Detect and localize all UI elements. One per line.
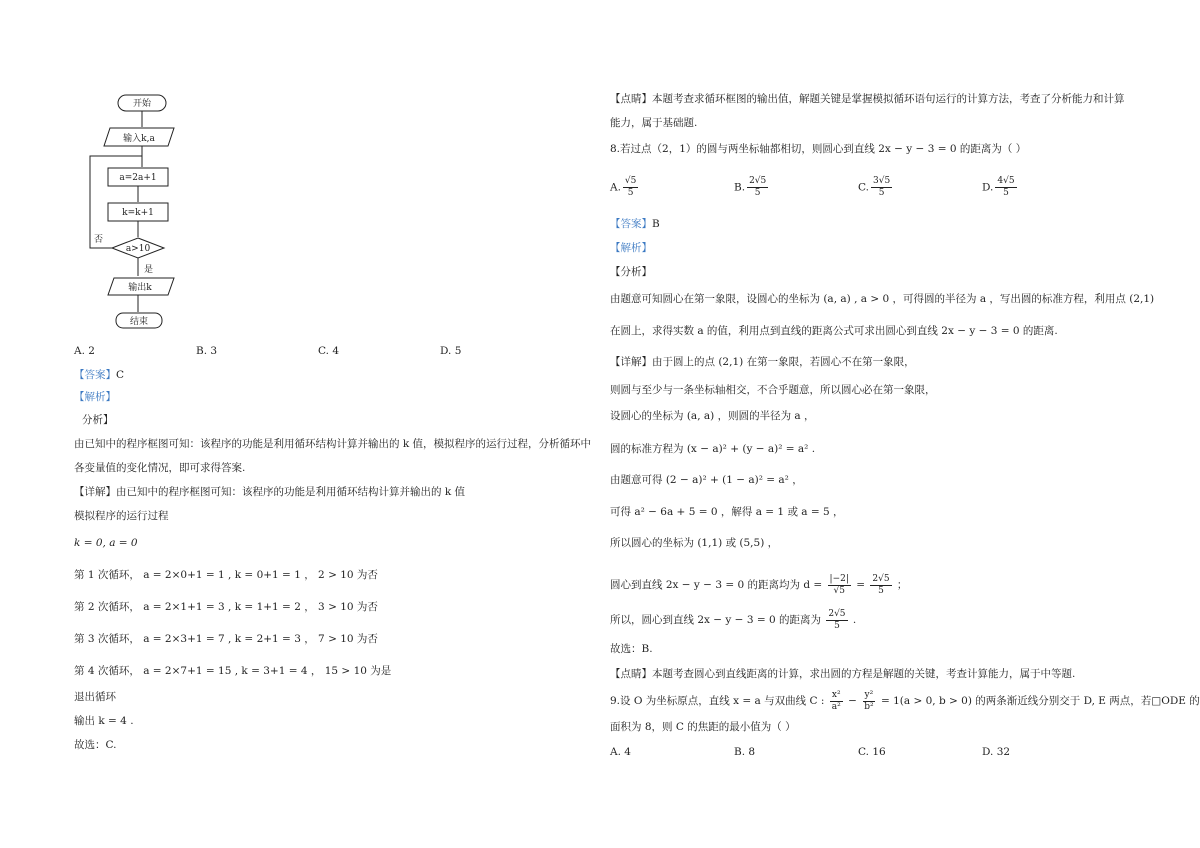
fraction-den: √5 bbox=[833, 585, 845, 596]
fraction-num: |−2| bbox=[829, 573, 849, 584]
flowchart-end-label: 结束 bbox=[129, 317, 149, 327]
flowchart-condition-label: a>10 bbox=[125, 244, 151, 254]
q8-choose: 故选：B. bbox=[610, 643, 653, 655]
option-fraction bbox=[747, 176, 768, 199]
q9-stem-2: 面积为 8，则 C 的焦距的最小值为（ ） bbox=[610, 721, 796, 733]
q8-jiexi: 【解析】 bbox=[610, 242, 652, 254]
fraction-num: 2√5 bbox=[749, 176, 767, 186]
fraction-den: a² bbox=[831, 701, 841, 712]
q9-option-a: A. 4 bbox=[610, 746, 631, 758]
q7-jiexi: 【解析】 bbox=[74, 391, 116, 403]
flowchart-yes-label: 是 bbox=[144, 265, 154, 275]
q7-detail bbox=[74, 485, 465, 499]
detail-label: 【详解】 bbox=[74, 486, 116, 498]
q7-option-a: A. 2 bbox=[74, 345, 95, 357]
flowchart-input-label: 输入k,a bbox=[123, 134, 155, 144]
fraction-den: 5 bbox=[834, 620, 840, 631]
option-letter: A. bbox=[610, 181, 621, 194]
option-fraction bbox=[871, 176, 892, 199]
q8-answer bbox=[610, 217, 660, 231]
q7-output: 输出 k = 4 . bbox=[74, 715, 134, 727]
q8-fenxi-b: 在圆上，求得实数 a 的值，利用点到直线的距离公式可求出圆心到直线 2x − y − 3 = 0 的距离. bbox=[610, 325, 1058, 337]
q7-fenxi-text1: 由已知中的程序框图可知：该程序的功能是利用循环结构计算并输出的 k 值，模拟程序的运行过程，分析循环中 bbox=[74, 438, 592, 450]
distance-fraction-1 bbox=[828, 574, 851, 597]
flowchart-start-label: 开始 bbox=[132, 99, 152, 109]
q8-option-d bbox=[982, 176, 1019, 199]
q8-detail-8 bbox=[610, 570, 907, 600]
q8-detail-7: 所以圆心的坐标为 (1,1) 或 (5,5) ， bbox=[610, 537, 779, 549]
q8-detail-9 bbox=[610, 606, 856, 634]
flowchart-step2-label: k=k+1 bbox=[122, 208, 154, 218]
q9-text: 9.设 O 为坐标原点，直线 x = a 与双曲线 C : bbox=[610, 695, 825, 707]
q8-stem: 8.若过点（2，1）的圆与两坐标轴都相切，则圆心到直线 2x − y − 3 = 0 的距离为（ ） bbox=[610, 143, 1027, 155]
fraction-den: 5 bbox=[878, 188, 885, 198]
dianjing-text: 本题考查圆心到直线距离的计算，求出圆的方程是解题的关键，考查计算能力，属于中等题. bbox=[652, 668, 1076, 680]
q8-option-c bbox=[858, 176, 894, 199]
fraction-num: √5 bbox=[624, 176, 637, 186]
q9-fraction-2 bbox=[862, 690, 875, 713]
option-letter: B. bbox=[734, 181, 746, 194]
q8-options bbox=[610, 172, 1130, 206]
q7-sim: 模拟程序的运行过程 bbox=[74, 510, 169, 522]
q9-option-b: B. 8 bbox=[734, 746, 756, 758]
q7-init: k = 0, a = 0 bbox=[74, 537, 138, 549]
q8-fenxi: 【分析】 bbox=[610, 266, 652, 278]
option-letter: D. bbox=[982, 181, 994, 194]
answer-value: C bbox=[116, 369, 125, 381]
fraction-num: x² bbox=[831, 689, 841, 700]
fraction-den: 5 bbox=[878, 585, 884, 596]
flowchart bbox=[74, 90, 214, 330]
q9-stem-1 bbox=[610, 688, 1200, 714]
q8-detail-4: 圆的标准方程为 (x − a)² + (y − a)² = a² . bbox=[610, 443, 816, 455]
q7-choose: 故选：C. bbox=[74, 739, 117, 751]
distance-fraction bbox=[826, 609, 847, 632]
dianjing-text: 本题考查求循环框图的输出值，解题关键是掌握模拟循环语句运行的计算方法，考查了分析能力和计算 bbox=[652, 93, 1125, 105]
equals-sign: = bbox=[856, 579, 866, 591]
option-fraction bbox=[995, 176, 1016, 199]
fraction-num: 4√5 bbox=[997, 176, 1015, 186]
q9-option-d: D. 32 bbox=[982, 746, 1011, 758]
q7-loop-3: 第 3 次循环， a = 2×3+1 = 7 , k = 2+1 = 3 ， 7 > 10 为否 bbox=[74, 633, 378, 645]
minus-sign: − bbox=[848, 695, 857, 707]
fraction-den: 5 bbox=[627, 188, 634, 198]
q9-fraction-1 bbox=[830, 690, 843, 713]
detail-text: 由已知中的程序框图可知：该程序的功能是利用循环结构计算并输出的 k 值 bbox=[116, 486, 466, 498]
q7-loop-4: 第 4 次循环， a = 2×7+1 = 15 , k = 3+1 = 4 ， 15 > 10 为是 bbox=[74, 665, 392, 677]
punctuation: . bbox=[852, 614, 857, 626]
q8-detail-1 bbox=[610, 355, 915, 369]
q7-fenxi-text2: 各变量值的变化情况，即可求得答案. bbox=[74, 462, 246, 474]
flowchart-step1-label: a=2a+1 bbox=[119, 173, 157, 183]
q9-text: = 1(a > 0, b > 0) 的两条渐近线分别交于 D, E 两点，若□ODE 的 bbox=[880, 695, 1200, 707]
flowchart-no-label: 否 bbox=[94, 235, 104, 245]
q7-loop-2: 第 2 次循环， a = 2×1+1 = 3 , k = 1+1 = 2 ， 3 > 10 为否 bbox=[74, 601, 378, 613]
dianjing-1-line-2: 能力，属于基础题. bbox=[610, 117, 698, 129]
q7-option-c: C. 4 bbox=[318, 345, 340, 357]
q8-option-a bbox=[610, 176, 640, 199]
dianjing-1-line-1 bbox=[610, 92, 1125, 106]
dianjing-label: 【点睛】 bbox=[610, 93, 652, 105]
q7-fenxi: 分析】 bbox=[82, 414, 114, 426]
fraction-num: y² bbox=[864, 689, 874, 700]
fraction-num: 2√5 bbox=[872, 573, 890, 584]
q8-detail-3: 设圆心的坐标为 (a, a) ，则圆的半径为 a ， bbox=[610, 410, 815, 422]
q8-detail-6: 可得 a² − 6a + 5 = 0 ，解得 a = 1 或 a = 5 ， bbox=[610, 506, 844, 518]
option-fraction bbox=[623, 176, 638, 199]
detail-label: 【详解】 bbox=[610, 356, 652, 368]
answer-value: B bbox=[652, 218, 660, 230]
q7-option-d: D. 5 bbox=[440, 345, 462, 357]
answer-label: 【答案】 bbox=[610, 218, 652, 230]
punctuation: ； bbox=[896, 579, 908, 591]
dianjing-2 bbox=[610, 667, 1075, 681]
fraction-num: 2√5 bbox=[828, 608, 846, 619]
q9-option-c: C. 16 bbox=[858, 746, 886, 758]
q8-option-b bbox=[734, 176, 770, 199]
q7-answer bbox=[74, 368, 124, 382]
fraction-den: 5 bbox=[754, 188, 761, 198]
detail-text: 由于圆上的点 (2,1) 在第一象限，若圆心不在第一象限， bbox=[652, 356, 915, 368]
distance-text: 所以，圆心到直线 2x − y − 3 = 0 的距离为 bbox=[610, 614, 821, 626]
option-letter: C. bbox=[858, 181, 869, 194]
q7-exit: 退出循环 bbox=[74, 691, 116, 703]
q8-fenxi-a: 由题意可知圆心在第一象限，设圆心的坐标为 (a, a) , a > 0 ，可得圆的半径为 a ，写出圆的标准方程，利用点 (2,1) bbox=[610, 293, 1155, 305]
flowchart-output-label: 输出k bbox=[128, 283, 152, 293]
q7-option-b: B. 3 bbox=[196, 345, 218, 357]
fraction-den: b² bbox=[864, 701, 874, 712]
dianjing-label: 【点睛】 bbox=[610, 668, 652, 680]
distance-fraction-2 bbox=[870, 574, 891, 597]
q7-loop-1: 第 1 次循环， a = 2×0+1 = 1 , k = 0+1 = 1 ， 2 > 10 为否 bbox=[74, 569, 378, 581]
q8-detail-5: 由题意可得 (2 − a)² + (1 − a)² = a² ， bbox=[610, 474, 803, 486]
answer-label: 【答案】 bbox=[74, 369, 116, 381]
distance-text: 圆心到直线 2x − y − 3 = 0 的距离均为 d = bbox=[610, 579, 823, 591]
fraction-num: 3√5 bbox=[873, 176, 891, 186]
q8-detail-2: 则圆与至少与一条坐标轴相交，不合乎题意，所以圆心必在第一象限， bbox=[610, 384, 936, 396]
fraction-den: 5 bbox=[1003, 188, 1009, 198]
